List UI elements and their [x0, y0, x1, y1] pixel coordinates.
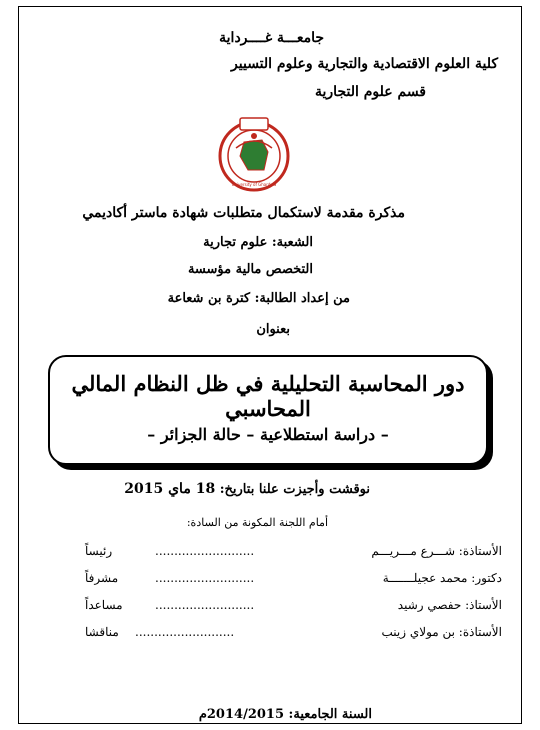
jury-member-role: مساعداً: [85, 598, 123, 612]
jury-member-role: رئيساً: [85, 544, 113, 558]
memo-branch: الشعبة: علوم تجارية: [203, 235, 313, 250]
seal-ring-text: University of Ghardaia: [231, 182, 277, 187]
thesis-subtitle: – دراسة استطلاعية – حالة الجزائر –: [147, 425, 389, 444]
jury-member-name: دكتور: محمد عجيلـــــــة: [382, 571, 502, 585]
committee-intro: أمام اللجنة المكونة من السادة:: [186, 516, 328, 529]
jury-member-dots: ..........................: [155, 544, 255, 558]
university-name: جامعـــة غــــرداية: [219, 30, 324, 46]
jury-member-name: الأستاذة: بن مولاي زينب: [381, 625, 502, 639]
faculty-name: كلية العلوم الاقتصادية والتجارية وعلوم التسيير: [231, 56, 498, 72]
jury-member-dots: ..........................: [155, 598, 255, 612]
jury-member-role: مشرفاً: [85, 571, 119, 585]
defense-date: 18 ماي 2015: [124, 481, 216, 497]
memo-description: مذكرة مقدمة لاستكمال متطلبات شهادة ماستر أكاديمي: [82, 205, 405, 221]
defense-label: نوقشت وأجيزت علنا بتاريخ:: [219, 482, 370, 497]
jury-member-dots: ..........................: [155, 571, 255, 585]
defense-line: [124, 481, 370, 497]
university-seal-icon: [218, 112, 290, 192]
jury-member-name: الأستاذ: حفصي رشيد: [397, 598, 502, 612]
thesis-title-box: [48, 355, 488, 465]
thesis-title: دور المحاسبة التحليلية في ظل النظام المالي المحاسبي: [71, 371, 465, 421]
memo-titled: بعنوان: [256, 322, 290, 337]
jury-member-role: مناقشا: [85, 625, 119, 639]
jury-member-name: الأستاذة: شـــرع مـــريـــم: [371, 544, 502, 558]
memo-specialty: التخصص مالية مؤسسة: [187, 262, 313, 277]
department-name: قسم علوم التجارية: [315, 84, 426, 100]
jury-member-dots: ..........................: [135, 625, 235, 639]
memo-prepared-by: من إعداد الطالبة: كترة بن شعاعة: [167, 291, 350, 306]
academic-year: [199, 707, 372, 722]
academic-year-label: السنة الجامعية:: [288, 707, 372, 722]
academic-year-value: 2014/2015م: [198, 707, 285, 722]
